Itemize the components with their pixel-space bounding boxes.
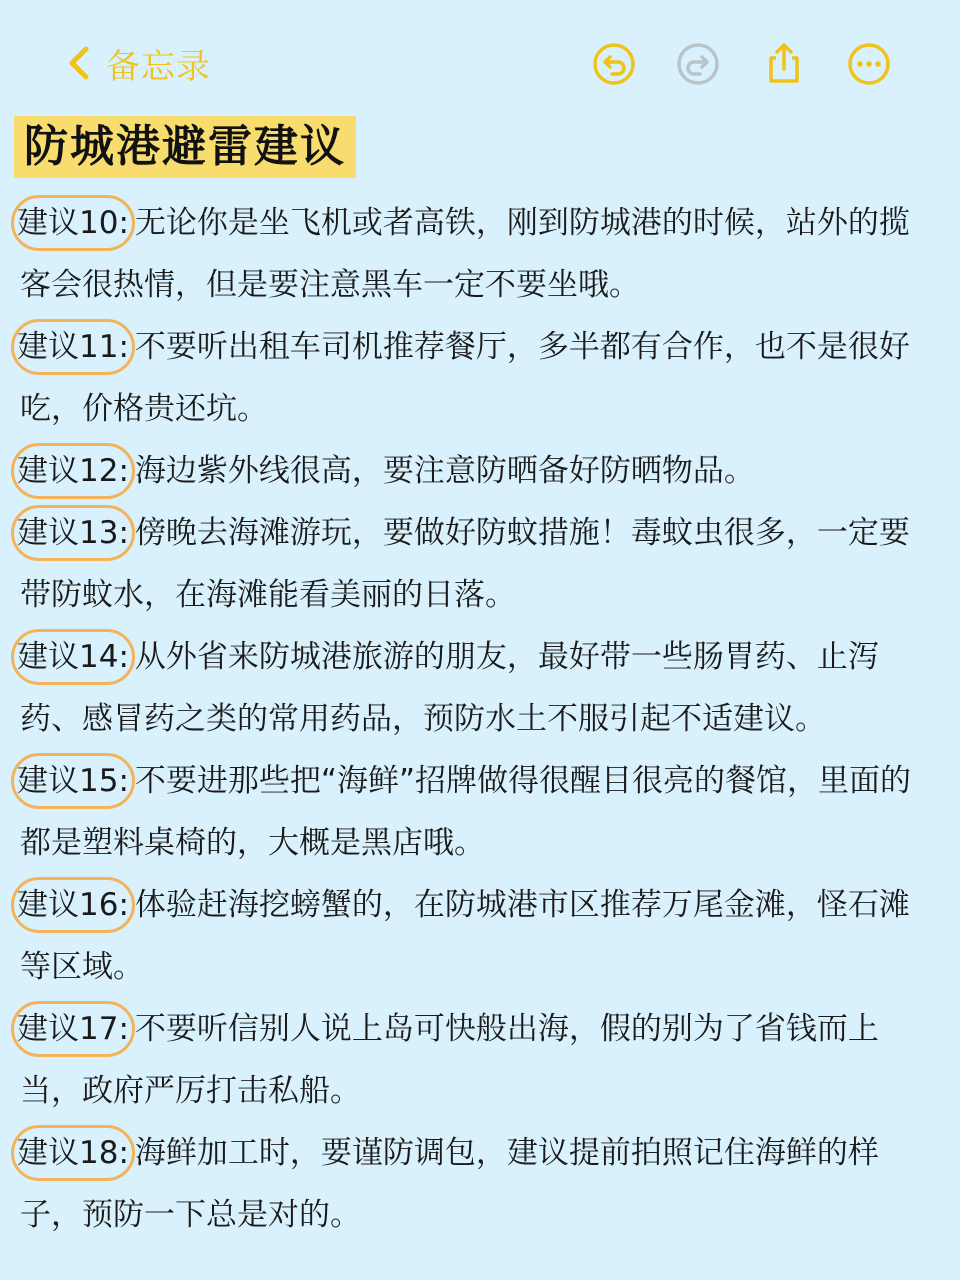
note-item <box>17 1122 940 1246</box>
undo-button[interactable] <box>590 40 638 88</box>
redo-icon <box>674 40 722 88</box>
item-label: 建议12: <box>11 443 135 499</box>
item-text: 海边紫外线很高，要注意防晒备好防晒物品。 <box>134 453 755 489</box>
item-text: 不要听信别人说上岛可快般出海，假的别为了省钱而上当，政府严厉打击私船。 <box>20 1011 879 1109</box>
note-item <box>17 316 940 440</box>
item-label: 建议15: <box>11 753 135 809</box>
note-item <box>17 874 940 998</box>
note-item <box>17 440 940 502</box>
item-label: 建议10: <box>11 195 135 251</box>
item-label: 建议11: <box>11 319 135 375</box>
note-item <box>17 192 940 316</box>
undo-icon <box>590 40 638 88</box>
chevron-left-icon <box>64 43 94 83</box>
nav-bar <box>0 0 960 110</box>
note-title: 防城港避雷建议 <box>14 116 356 178</box>
note-body[interactable] <box>17 192 940 1246</box>
redo-button[interactable] <box>674 40 722 88</box>
share-button[interactable] <box>760 40 808 88</box>
item-label: 建议18: <box>11 1125 135 1181</box>
item-text: 不要进那些把“海鲜”招牌做得很醒目很亮的餐馆，里面的都是塑料桌椅的，大概是黑店哦。 <box>20 763 912 861</box>
item-text: 无论你是坐飞机或者高铁，刚到防城港的时候，站外的揽客会很热情，但是要注意黑车一定不要坐哦。 <box>20 205 910 303</box>
share-icon <box>760 40 808 88</box>
item-text: 傍晚去海滩游玩，要做好防蚊措施！毒蚊虫很多，一定要带防蚊水，在海滩能看美丽的日落。 <box>20 515 910 613</box>
item-text: 海鲜加工时，要谨防调包，建议提前拍照记住海鲜的样子，预防一下总是对的。 <box>20 1135 879 1233</box>
note-item <box>17 750 940 874</box>
more-icon <box>845 40 893 88</box>
item-text: 不要听出租车司机推荐餐厅，多半都有合作，也不是很好吃，价格贵还坑。 <box>20 329 910 427</box>
item-label: 建议14: <box>11 629 135 685</box>
note-item <box>17 626 940 750</box>
back-label: 备忘录 <box>106 46 211 87</box>
note-item <box>17 502 940 626</box>
back-button[interactable] <box>64 38 211 88</box>
item-text: 体验赶海挖螃蟹的，在防城港市区推荐万尾金滩，怪石滩等区域。 <box>20 887 910 985</box>
item-label: 建议16: <box>11 877 135 933</box>
item-label: 建议13: <box>11 505 135 561</box>
note-item <box>17 998 940 1122</box>
more-button[interactable] <box>845 40 893 88</box>
item-text: 从外省来防城港旅游的朋友，最好带一些肠胃药、止泻药、感冒药之类的常用药品，预防水土不服引起不适建议。 <box>20 639 879 737</box>
item-label: 建议17: <box>11 1001 135 1057</box>
